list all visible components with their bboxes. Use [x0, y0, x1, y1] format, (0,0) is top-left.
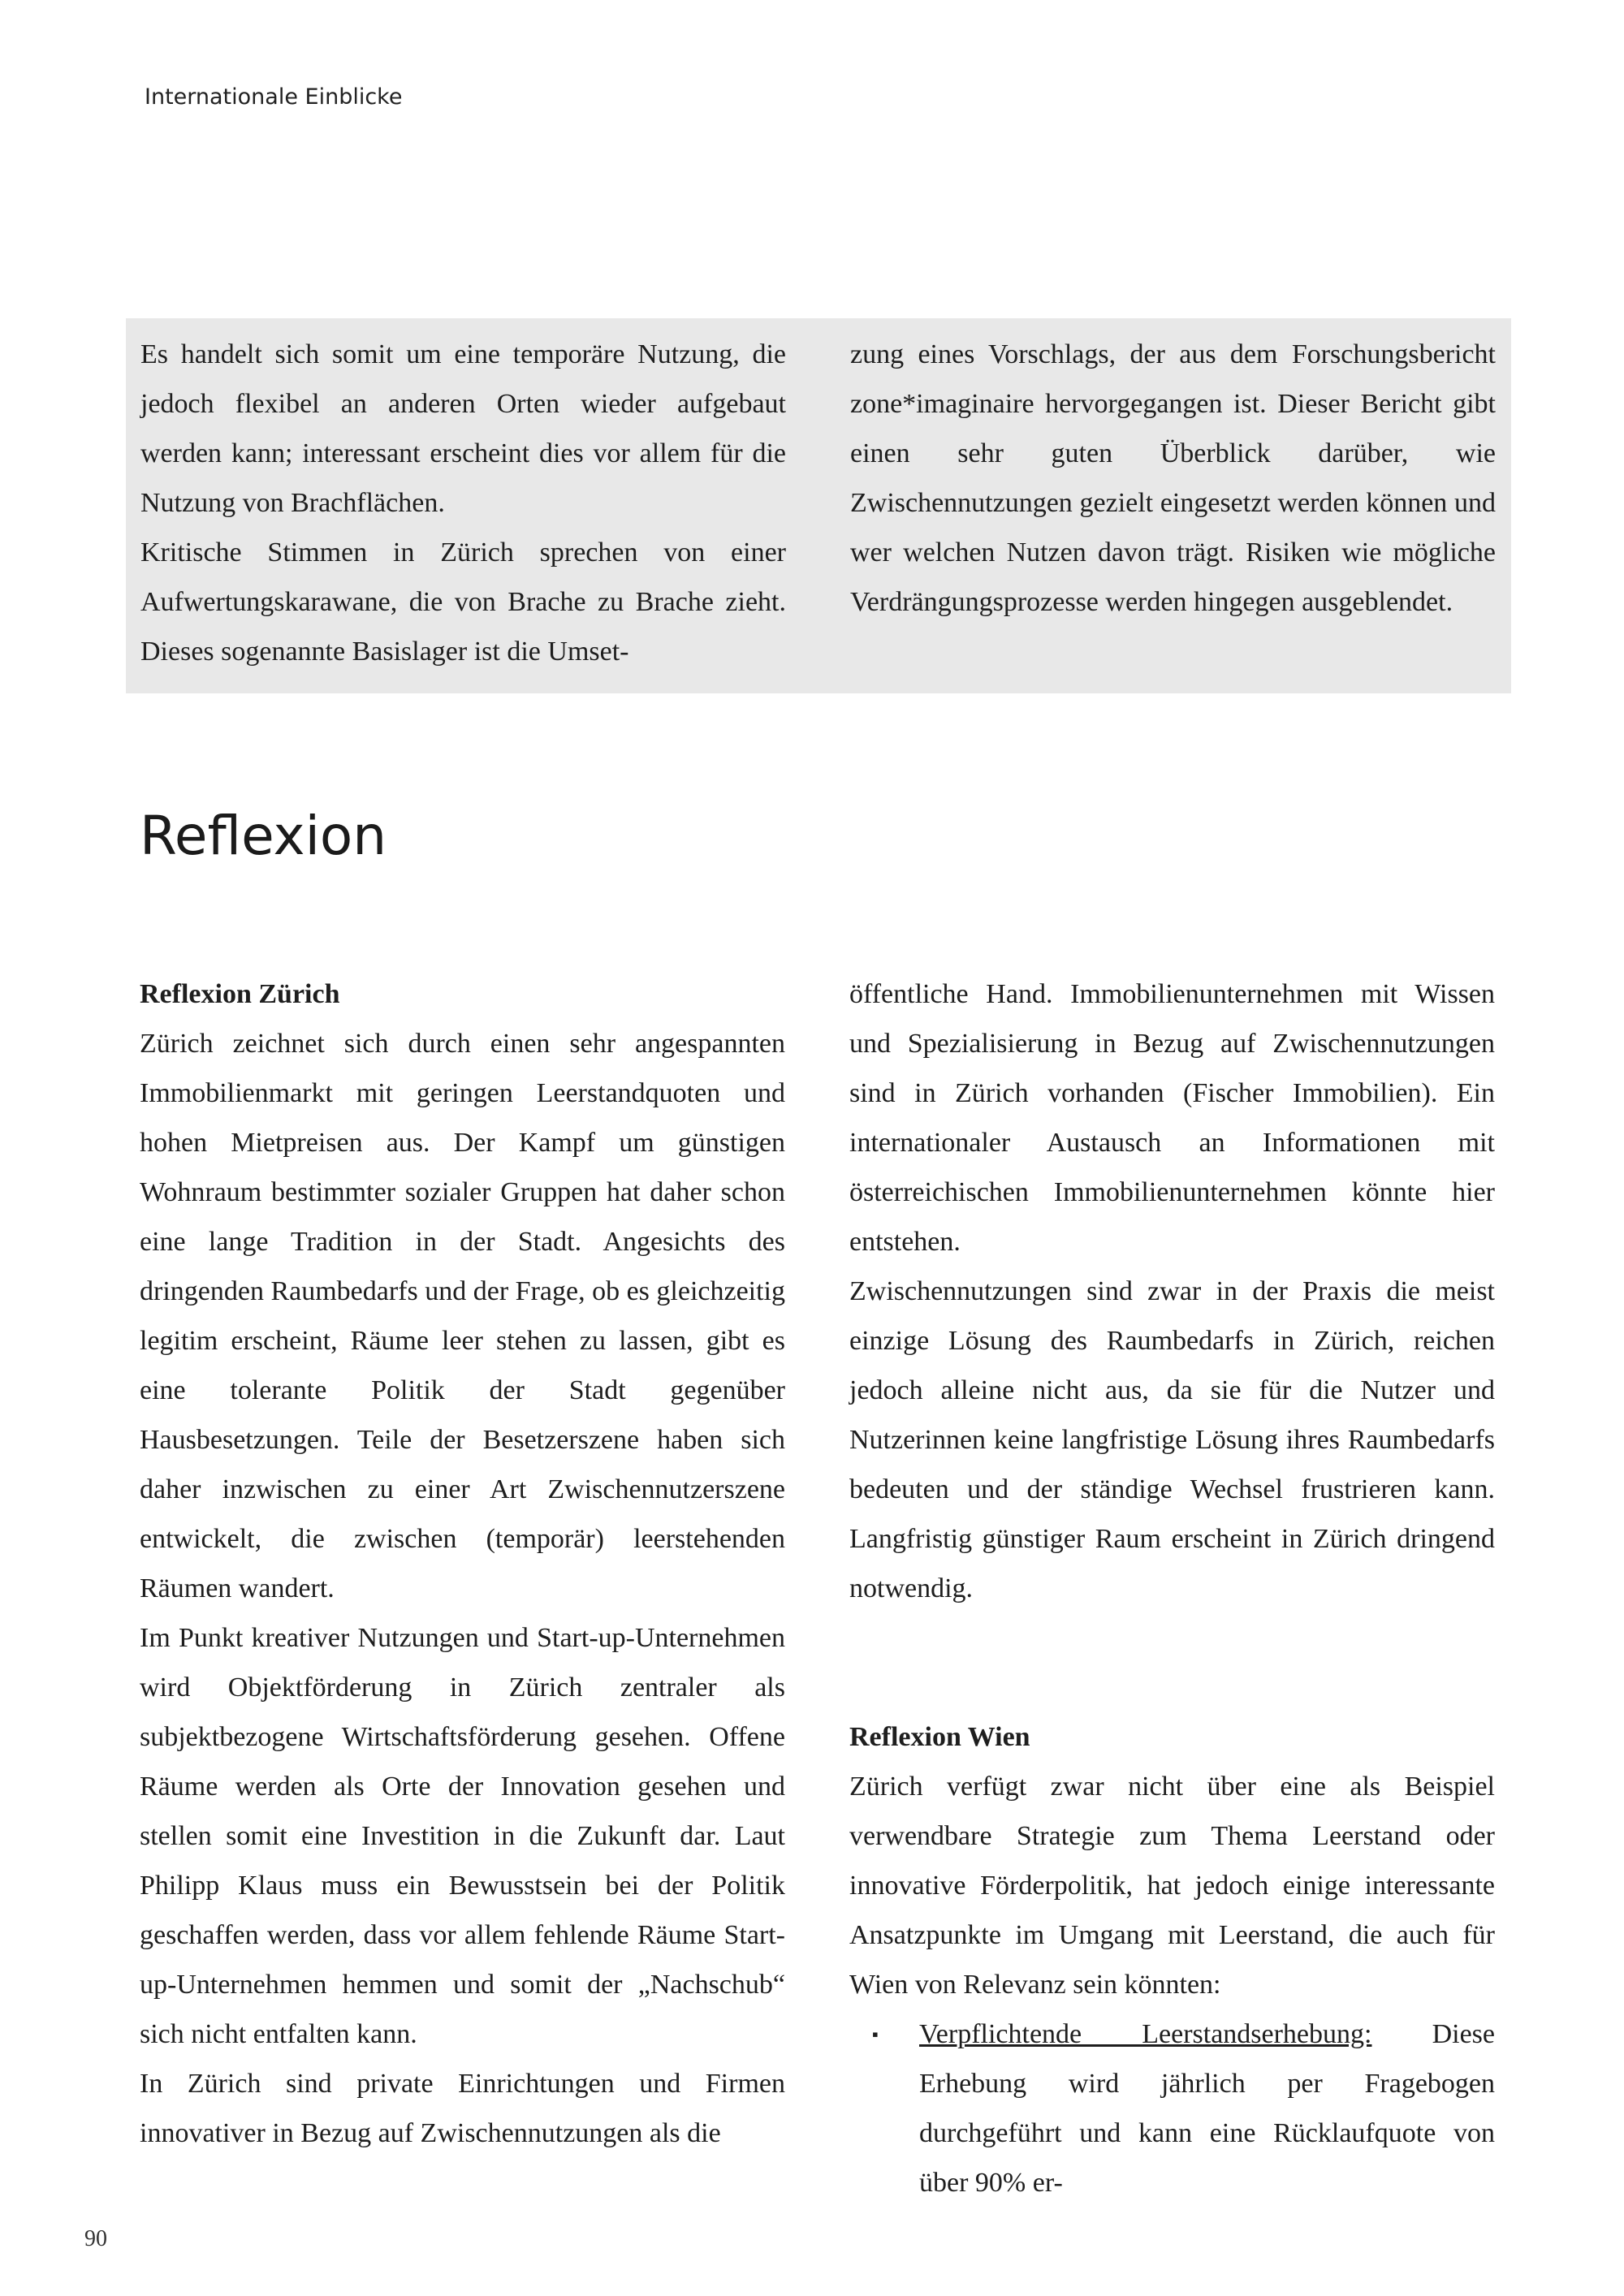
paragraph: Zürich verfügt zwar nicht über eine als Beispiel verwendbare Strategie zum Thema Leerstand oder innovative Förderpolitik, hat jedoch einige interessante Ansatzpunkte im Umgang mit Leerstand, die auch für Wien von Relevanz sein könnten: — [849, 1772, 1495, 2000]
paragraph: zung eines Vorschlags, der aus dem Forschungsbericht zone*imaginaire hervorgegangen ist. Dieser Bericht gibt einen sehr guten Überblick darüber, wie Zwischennutzungen gezielt eingesetzt werden können und wer welchen Nutzen davon trägt. Risiken wie mögliche Verdrängungsprozesse werden hingegen ausgeblendet. — [850, 339, 1496, 617]
spacer — [849, 1613, 1495, 1712]
bullet-list — [849, 2009, 1495, 2208]
square-bullet-icon: ▪ — [872, 2024, 879, 2044]
paragraph: Kritische Stimmen in Zürich sprechen von einer Aufwertungskarawane, die von Brache zu Brache zieht. Dieses sogenannte Basislager ist die Umset- — [140, 537, 786, 667]
reflexion-zuerich-heading: Reflexion Zürich — [140, 979, 340, 1009]
main-right-column — [849, 969, 1495, 2208]
paragraph: In Zürich sind private Einrichtungen und Firmen innovativer in Bezug auf Zwischennutzungen als die — [140, 2069, 785, 2148]
paragraph: Es handelt sich somit um eine temporäre Nutzung, die jedoch flexibel an anderen Orten wieder aufgebaut werden kann; interessant erscheint dies vor allem für die Nutzung von Brachflächen. — [140, 339, 786, 518]
paragraph: öffentliche Hand. Immobilienunternehmen mit Wissen und Spezialisierung in Bezug auf Zwischennutzungen sind in Zürich vorhanden (Fischer Immobilien). Ein internationaler Austausch an Informationen mit österreichischen Immobilienunternehmen könnte hier entstehen. — [849, 979, 1495, 1257]
bullet-term: Verpflichtende Leerstandserhebung: — [919, 2019, 1372, 2049]
reflexion-wien-heading: Reflexion Wien — [849, 1722, 1030, 1752]
paragraph: Im Punkt kreativer Nutzungen und Start-up-Unternehmen wird Objektförderung in Zürich zentraler als subjektbezogene Wirtschaftsförderung gesehen. Offene Räume werden als Orte der Innovation gesehen und stellen somit eine Investition in die Zukunft dar. Laut Philipp Klaus muss ein Bewusstsein bei der Politik geschaffen werden, dass vor allem fehlende Räume Start-up-Unternehmen hemmen und somit der „Nachschub“ sich nicht entfalten kann. — [140, 1623, 785, 2049]
intro-box-left-column — [140, 330, 786, 676]
bullet-text: Diese Erhebung wird jährlich per Fragebogen durchgeführt und kann eine Rücklaufquote von über 90% er- — [919, 2019, 1495, 2198]
list-item — [849, 2009, 1495, 2208]
main-left-column — [140, 969, 785, 2158]
section-title: Reflexion — [140, 805, 387, 867]
intro-box-right-column — [850, 330, 1496, 627]
running-title: Internationale Einblicke — [145, 84, 403, 110]
paragraph: Zwischennutzungen sind zwar in der Praxis die meist einzige Lösung des Raumbedarfs in Zürich, reichen jedoch alleine nicht aus, da sie für die Nutzer und Nutzerinnen keine langfristige Lösung ihres Raumbedarfs bedeuten und der ständige Wechsel frustrieren kann. Langfristig günstiger Raum erscheint in Zürich dringend notwendig. — [849, 1276, 1495, 1603]
intro-box — [126, 318, 1511, 693]
paragraph: Zürich zeichnet sich durch einen sehr angespannten Immobilienmarkt mit geringen Leerstandquoten und hohen Mietpreisen aus. Der Kampf um günstigen Wohnraum bestimmter sozialer Gruppen hat daher schon eine lange Tradition in der Stadt. Angesichts des dringenden Raumbedarfs und der Frage, ob es gleichzeitig legitim erscheint, Räume leer stehen zu lassen, gibt es eine tolerante Politik der Stadt gegenüber Hausbesetzungen. Teile der Besetzerszene haben sich daher inzwischen zu einer Art Zwischennutzerszene entwickelt, die zwischen (temporär) leerstehenden Räumen wandert. — [140, 1029, 785, 1603]
page-number: 90 — [84, 2226, 107, 2251]
